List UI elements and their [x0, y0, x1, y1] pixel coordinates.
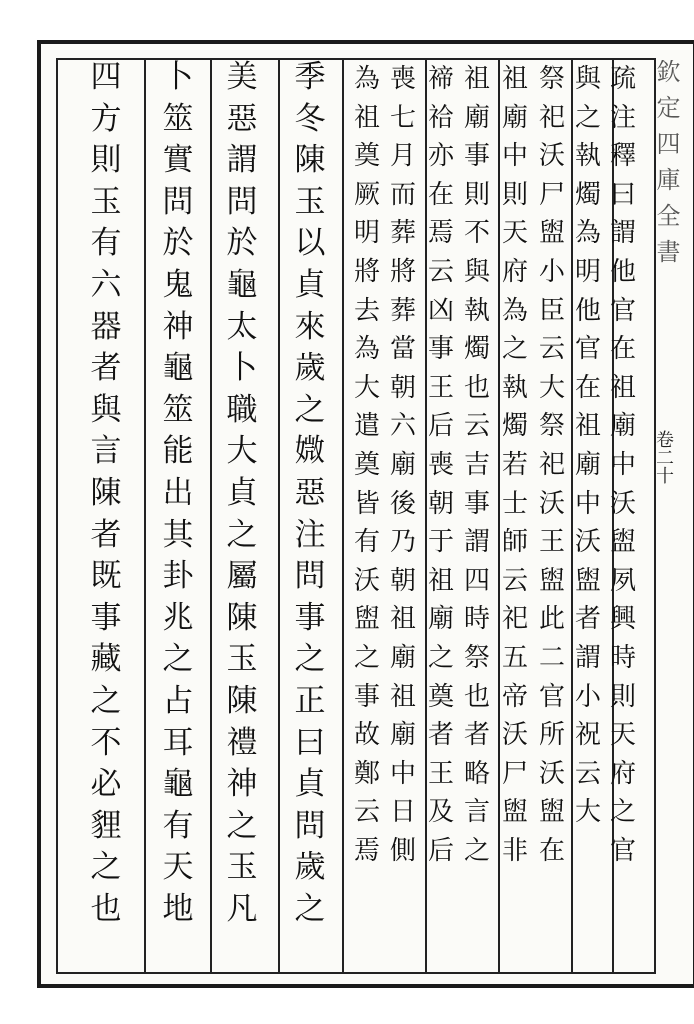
- character: 祖: [609, 372, 636, 403]
- character: 云: [353, 797, 380, 828]
- character: 師: [501, 527, 528, 558]
- character: 與: [463, 256, 490, 287]
- character: 曰: [609, 179, 636, 210]
- text-column: [350, 66, 384, 982]
- character: 兆: [162, 599, 194, 636]
- text-column: [571, 66, 605, 982]
- character: 云: [501, 565, 528, 596]
- character: 也: [463, 372, 490, 403]
- text-column: [386, 66, 420, 982]
- character: 季: [294, 59, 326, 95]
- character: 非: [501, 835, 528, 866]
- character: 當: [389, 334, 416, 365]
- character: 尸: [538, 179, 565, 210]
- character: 去: [353, 295, 380, 326]
- character: 釋: [609, 141, 636, 172]
- margin-character: 欽: [656, 60, 681, 86]
- character: 月: [389, 141, 416, 172]
- character: 盥: [353, 604, 380, 635]
- character: 中: [389, 758, 416, 789]
- character: 天: [609, 720, 636, 751]
- character: 側: [389, 835, 416, 866]
- character: 執: [574, 141, 601, 172]
- character: 二: [538, 642, 565, 673]
- character: 于: [427, 527, 454, 558]
- character: 臣: [538, 295, 565, 326]
- character: 祖: [463, 64, 490, 94]
- text-column: [498, 66, 532, 982]
- character: 乃: [389, 527, 416, 558]
- character: 於: [162, 225, 194, 262]
- character: 沃: [501, 720, 528, 751]
- margin-title: [643, 60, 694, 960]
- character: 盥: [538, 565, 565, 596]
- character: 燭: [574, 179, 601, 210]
- character: 云: [427, 256, 454, 287]
- character: 祝: [574, 720, 601, 751]
- character: 貞: [294, 266, 326, 303]
- character: 美: [226, 59, 258, 95]
- character: 地: [162, 890, 194, 927]
- character: 四: [90, 59, 122, 95]
- character: 將: [353, 256, 380, 287]
- margin-character: 定: [656, 94, 681, 122]
- character: 也: [463, 681, 490, 712]
- character: 盥: [538, 218, 565, 249]
- character: 事: [463, 488, 490, 519]
- character: 事: [463, 141, 490, 172]
- text-column: [218, 59, 266, 978]
- character: 為: [353, 334, 380, 365]
- character: 玉: [226, 641, 258, 678]
- character: 時: [463, 604, 490, 635]
- character: 中: [574, 488, 601, 519]
- character: 事: [427, 334, 454, 365]
- character: 他: [609, 256, 636, 287]
- column-rule: [210, 58, 212, 974]
- character: 者: [90, 350, 122, 387]
- character: 此: [538, 604, 565, 635]
- character: 四: [463, 565, 490, 596]
- character: 之: [463, 835, 490, 866]
- character: 云: [574, 758, 601, 789]
- character: 夙: [609, 565, 636, 596]
- character: 吉: [463, 449, 490, 480]
- character: 而: [389, 179, 416, 210]
- character: 焉: [353, 835, 380, 866]
- character: 卦: [162, 558, 194, 595]
- character: 大: [226, 433, 258, 470]
- character: 燭: [463, 334, 490, 365]
- character: 職: [226, 391, 258, 428]
- character: 廟: [501, 102, 528, 133]
- character: 既: [90, 558, 122, 595]
- character: 沃: [538, 488, 565, 519]
- character: 之: [226, 516, 258, 553]
- character: 之: [162, 641, 194, 678]
- character: 葬: [389, 295, 416, 326]
- character: 不: [463, 218, 490, 249]
- character: 貍: [90, 807, 122, 844]
- character: 也: [90, 890, 122, 927]
- character: 六: [389, 411, 416, 442]
- character: 言: [90, 433, 122, 470]
- character: 他: [574, 295, 601, 326]
- character: 陳: [226, 682, 258, 719]
- character: 龜: [162, 766, 194, 803]
- margin-character: 書: [656, 238, 681, 266]
- character: 在: [609, 334, 636, 365]
- character: 沃: [538, 141, 565, 172]
- character: 貞: [294, 766, 326, 803]
- character: 厥: [353, 179, 380, 210]
- character: 朝: [389, 372, 416, 403]
- character: 神: [226, 766, 258, 803]
- character: 有: [162, 807, 194, 844]
- character: 於: [226, 225, 258, 262]
- character: 在: [538, 835, 565, 866]
- character: 小: [538, 256, 565, 287]
- character: 在: [427, 179, 454, 210]
- character: 正: [294, 682, 326, 719]
- character: 與: [90, 391, 122, 428]
- character: 祖: [389, 681, 416, 712]
- character: 執: [501, 372, 528, 403]
- character: 者: [574, 604, 601, 635]
- character: 歲: [294, 350, 326, 387]
- character: 焉: [427, 218, 454, 249]
- character: 則: [501, 179, 528, 210]
- character: 謂: [574, 642, 601, 673]
- character: 之: [294, 391, 326, 428]
- margin-character: 庫: [656, 166, 681, 194]
- character: 問: [294, 558, 326, 595]
- character: 與: [574, 64, 601, 94]
- text-column: [608, 66, 638, 982]
- character: 云: [538, 334, 565, 365]
- column-rule: [342, 58, 344, 974]
- character: 皆: [353, 488, 380, 519]
- character: 之: [574, 102, 601, 133]
- character: 之: [90, 682, 122, 719]
- character: 廟: [609, 411, 636, 442]
- character: 問: [294, 807, 326, 844]
- character: 王: [427, 758, 454, 789]
- character: 者: [427, 720, 454, 751]
- character: 藏: [90, 641, 122, 678]
- character: 之: [294, 641, 326, 678]
- character: 天: [162, 849, 194, 886]
- character: 時: [609, 642, 636, 673]
- character: 必: [90, 766, 122, 803]
- character: 大: [353, 372, 380, 403]
- character: 沃: [538, 758, 565, 789]
- character: 謂: [226, 142, 258, 179]
- character: 奠: [427, 681, 454, 712]
- character: 出: [162, 474, 194, 511]
- character: 燭: [501, 411, 528, 442]
- character: 有: [353, 527, 380, 558]
- character: 歲: [294, 849, 326, 886]
- character: 官: [609, 835, 636, 866]
- character: 將: [389, 256, 416, 287]
- character: 實: [162, 142, 194, 179]
- character: 六: [90, 266, 122, 303]
- character: 略: [463, 758, 490, 789]
- character: 事: [294, 599, 326, 636]
- character: 神: [162, 308, 194, 345]
- character: 日: [389, 797, 416, 828]
- character: 盥: [501, 797, 528, 828]
- character: 祭: [538, 64, 565, 94]
- character: 在: [574, 372, 601, 403]
- character: 之: [501, 334, 528, 365]
- character: 之: [353, 642, 380, 673]
- character: 五: [501, 642, 528, 673]
- character: 七: [389, 102, 416, 133]
- character: 祖: [427, 565, 454, 596]
- character: 問: [226, 183, 258, 220]
- character: 明: [353, 218, 380, 249]
- character: 盥: [609, 527, 636, 558]
- character: 方: [90, 100, 122, 137]
- character: 小: [574, 681, 601, 712]
- character: 陳: [90, 474, 122, 511]
- character: 其: [162, 516, 194, 553]
- character: 祭: [463, 642, 490, 673]
- character: 屬: [226, 558, 258, 595]
- character: 尸: [501, 758, 528, 789]
- character: 者: [463, 720, 490, 751]
- character: 官: [538, 681, 565, 712]
- character: 廟: [463, 102, 490, 133]
- character: 陳: [294, 142, 326, 179]
- character: 廟: [389, 642, 416, 673]
- character: 玉: [294, 183, 326, 220]
- character: 奠: [353, 141, 380, 172]
- character: 廟: [389, 720, 416, 751]
- character: 明: [574, 256, 601, 287]
- character: 中: [501, 141, 528, 172]
- character: 官: [609, 295, 636, 326]
- character: 則: [90, 142, 122, 179]
- text-column: [286, 59, 334, 978]
- character: 貞: [226, 474, 258, 511]
- character: 後: [389, 488, 416, 519]
- character: 者: [90, 516, 122, 553]
- character: 葬: [389, 218, 416, 249]
- character: 府: [609, 758, 636, 789]
- character: 祀: [538, 449, 565, 480]
- character: 祀: [538, 102, 565, 133]
- character: 為: [574, 218, 601, 249]
- character: 能: [162, 433, 194, 470]
- character: 廟: [574, 449, 601, 480]
- character: 沃: [609, 488, 636, 519]
- text-column: [82, 59, 130, 978]
- character: 則: [609, 681, 636, 712]
- character: 祭: [538, 411, 565, 442]
- character: 朝: [389, 565, 416, 596]
- text-column: [460, 66, 494, 982]
- character: 后: [427, 835, 454, 866]
- character: 后: [427, 411, 454, 442]
- character: 喪: [427, 449, 454, 480]
- character: 帝: [501, 681, 528, 712]
- character: 廟: [389, 449, 416, 480]
- character: 器: [90, 308, 122, 345]
- character: 興: [609, 604, 636, 635]
- text-column: [535, 66, 569, 982]
- character: 朝: [427, 488, 454, 519]
- character: 及: [427, 797, 454, 828]
- character: 則: [463, 179, 490, 210]
- character: 為: [353, 64, 380, 94]
- character: 冬: [294, 100, 326, 137]
- character: 來: [294, 308, 326, 345]
- character: 注: [294, 516, 326, 553]
- character: 喪: [389, 64, 416, 94]
- character: 大: [574, 797, 601, 828]
- character: 沃: [574, 527, 601, 558]
- character: 陳: [226, 599, 258, 636]
- character: 太: [226, 308, 258, 345]
- character: 之: [226, 807, 258, 844]
- character: 注: [609, 102, 636, 133]
- character: 謂: [609, 218, 636, 249]
- character: 不: [90, 724, 122, 761]
- character: 禘: [427, 64, 454, 94]
- character: 龜: [226, 266, 258, 303]
- character: 凶: [427, 295, 454, 326]
- character: 筮: [162, 100, 194, 137]
- margin-character: 四: [656, 130, 681, 158]
- character: 言: [463, 797, 490, 828]
- character: 盥: [574, 565, 601, 596]
- character: 云: [463, 411, 490, 442]
- character: 祖: [501, 64, 528, 94]
- text-column: [154, 59, 202, 978]
- character: 事: [90, 599, 122, 636]
- character: 中: [609, 449, 636, 480]
- character: 事: [353, 681, 380, 712]
- character: 若: [501, 449, 528, 480]
- character: 官: [574, 334, 601, 365]
- character: 疏: [609, 64, 636, 94]
- character: 問: [162, 183, 194, 220]
- character: 廟: [427, 604, 454, 635]
- character: 謂: [463, 527, 490, 558]
- character: 遣: [353, 411, 380, 442]
- character: 故: [353, 720, 380, 751]
- character: 之: [90, 849, 122, 886]
- character: 祖: [353, 102, 380, 133]
- character: 龜: [162, 350, 194, 387]
- character: 卜: [162, 59, 194, 95]
- character: 祫: [427, 102, 454, 133]
- character: 禮: [226, 724, 258, 761]
- character: 王: [538, 527, 565, 558]
- character: 為: [501, 295, 528, 326]
- character: 筮: [162, 391, 194, 428]
- character: 祖: [574, 411, 601, 442]
- character: 大: [538, 372, 565, 403]
- character: 鄭: [353, 758, 380, 789]
- character: 以: [294, 225, 326, 262]
- character: 曰: [294, 724, 326, 761]
- character: 祀: [501, 604, 528, 635]
- character: 惡: [226, 100, 258, 137]
- character: 之: [427, 642, 454, 673]
- character: 天: [501, 218, 528, 249]
- column-rule: [144, 58, 146, 974]
- character: 有: [90, 225, 122, 262]
- character: 鬼: [162, 266, 194, 303]
- character: 祖: [389, 604, 416, 635]
- character: 耳: [162, 724, 194, 761]
- character: 之: [294, 890, 326, 927]
- character: 占: [162, 682, 194, 719]
- character: 玉: [90, 183, 122, 220]
- character: 所: [538, 720, 565, 751]
- juan-label: 卷二十: [653, 430, 674, 484]
- column-rule: [278, 58, 280, 974]
- text-column: [424, 66, 458, 982]
- character: 王: [427, 372, 454, 403]
- character: 之: [609, 797, 636, 828]
- character: 玉: [226, 849, 258, 886]
- character: 盥: [538, 797, 565, 828]
- character: 士: [501, 488, 528, 519]
- character: 沃: [353, 565, 380, 596]
- margin-character: 全: [656, 202, 681, 230]
- character: 奠: [353, 449, 380, 480]
- character: 執: [463, 295, 490, 326]
- character: 媺: [294, 433, 326, 470]
- character: 亦: [427, 141, 454, 172]
- character: 府: [501, 256, 528, 287]
- character: 卜: [226, 350, 258, 387]
- character: 凡: [226, 890, 258, 927]
- character: 惡: [294, 474, 326, 511]
